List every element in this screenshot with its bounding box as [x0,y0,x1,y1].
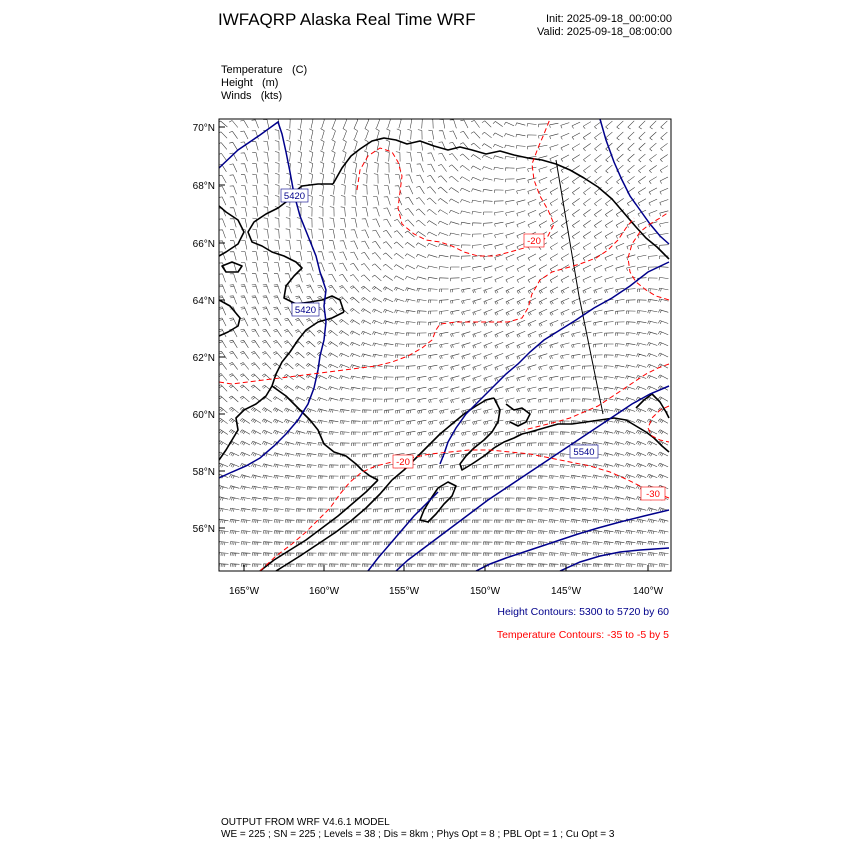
lat-label: 68°N [192,181,215,192]
longitude-labels [229,586,664,597]
lat-label: 64°N [192,296,215,307]
lon-label: 140°W [632,586,664,597]
temperature-label: -30 [646,489,660,500]
field-name: Winds [221,90,252,102]
lon-label: 150°W [469,586,501,597]
field-name: Height [221,77,253,89]
legend-height: Height Contours: 5300 to 5720 by 60 [497,606,669,618]
field-unit: (m) [261,77,279,89]
lon-label: 155°W [388,586,420,597]
height-label: 5420 [294,305,317,316]
valid-time: Valid: 2025-09-18_08:00:00 [537,26,672,38]
height-label: 5420 [283,191,306,202]
field-name: Temperature [221,64,283,76]
field-unit: (C) [291,64,308,76]
lon-label: 165°W [228,586,260,597]
lat-label: 58°N [192,467,215,478]
lat-label: 62°N [192,353,215,364]
model-config: WE = 225 ; SN = 225 ; Levels = 38 ; Dis = 8km ; Phys Opt = 8 ; PBL Opt = 1 ; Cu Opt = 3 [221,829,615,840]
legend-temperature: Temperature Contours: -35 to -5 by 5 [496,629,669,641]
temperature-label: -20 [396,457,410,468]
lat-label: 66°N [192,239,215,250]
latitude-labels [193,123,215,535]
chart-title: IWFAQRP Alaska Real Time WRF [218,10,476,29]
lon-label: 145°W [550,586,582,597]
model-info: OUTPUT FROM WRF V4.6.1 MODEL [221,817,390,828]
lon-label: 160°W [308,586,340,597]
height-label: 5540 [573,447,595,458]
lat-label: 70°N [192,123,215,134]
init-time: Init: 2025-09-18_00:00:00 [546,13,672,25]
field-unit: (kts) [260,90,283,102]
lat-label: 56°N [192,524,215,535]
temperature-label: -20 [527,236,541,247]
lat-label: 60°N [192,410,215,421]
